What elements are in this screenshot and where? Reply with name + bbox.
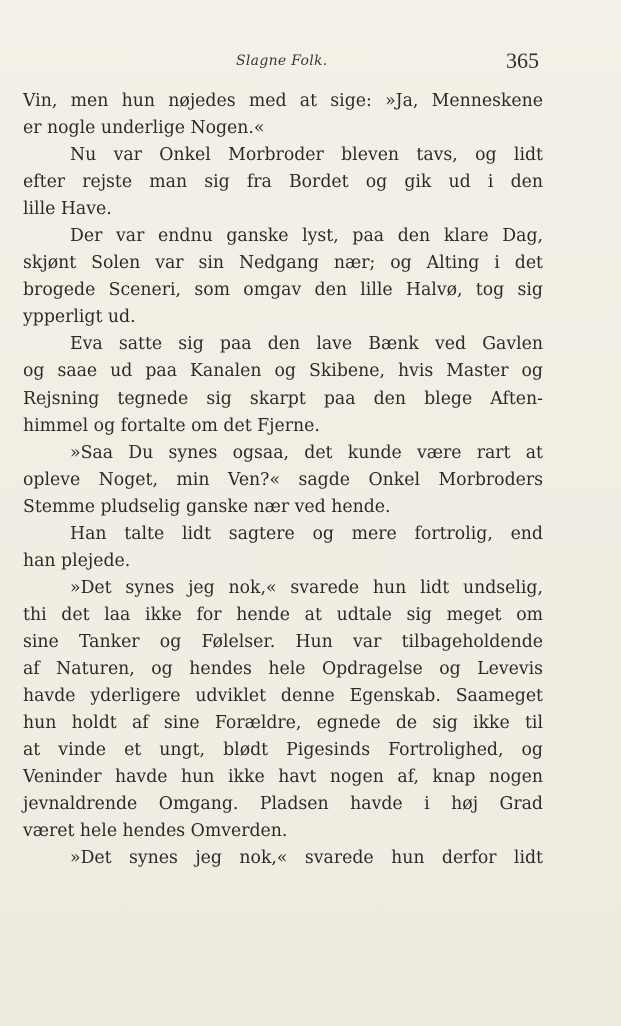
text-line: efter rejste man sig fra Bordet og gik ud i den — [23, 172, 543, 193]
running-title: Slagne Folk. — [236, 53, 328, 69]
text-line: Veninder havde hun ikke havt nogen af, knap nogen — [23, 767, 543, 788]
text-line: Stemme pludselig ganske nær ved hende. — [23, 496, 391, 517]
page-number: 365 — [506, 48, 539, 73]
text-line: thi det laa ikke for hende at udtale sig meget om — [23, 604, 543, 625]
text-line: og saae ud paa Kanalen og Skibene, hvis Master og — [23, 361, 543, 382]
text-line: ypperligt ud. — [23, 307, 136, 328]
text-line: af Naturen, og hendes hele Opdragelse og Levevis — [23, 658, 543, 679]
text-line: skjønt Solen var sin Nedgang nær; og Alting i det — [23, 253, 543, 274]
text-line: havde yderligere udviklet denne Egenskab. Saameget — [23, 686, 543, 707]
text-line: er nogle underlige Nogen.« — [23, 118, 265, 139]
text-line: »Det synes jeg nok,« svarede hun lidt undselig, — [70, 577, 543, 598]
text-line: Eva satte sig paa den lave Bænk ved Gavlen — [70, 334, 543, 355]
text-line: hun holdt af sine Forældre, egnede de sig ikke til — [23, 713, 543, 734]
text-line: »Det synes jeg nok,« svarede hun derfor lidt — [70, 848, 543, 869]
text-line: Nu var Onkel Morbroder bleven tavs, og lidt — [70, 145, 543, 166]
text-line: Vin, men hun nøjedes med at sige: »Ja, Menneskene — [23, 91, 543, 111]
text-line: han plejede. — [23, 550, 131, 571]
text-line: himmel og fortalte om det Fjerne. — [23, 415, 320, 436]
text-line: Han talte lidt sagtere og mere fortrolig, end — [70, 523, 543, 544]
text-line: »Saa Du synes ogsaa, det kunde være rart at — [70, 442, 543, 463]
body-text — [23, 88, 543, 872]
text-line: at vinde et ungt, blødt Pigesinds Fortrolighed, og — [23, 740, 543, 761]
text-line: været hele hendes Omverden. — [23, 821, 288, 842]
text-line: Rejsning tegnede sig skarpt paa den blege Aften- — [23, 388, 543, 409]
text-line: Der var endnu ganske lyst, paa den klare Dag, — [70, 226, 543, 247]
text-line: sine Tanker og Følelser. Hun var tilbageholdende — [23, 631, 543, 652]
text-line: lille Have. — [23, 199, 112, 220]
text-line: brogede Sceneri, som omgav den lille Halvø, tog sig — [23, 280, 543, 301]
running-head — [0, 50, 621, 76]
text-line: opleve Noget, min Ven?« sagde Onkel Morbroders — [23, 469, 543, 490]
text-line: jevnaldrende Omgang. Pladsen havde i høj Grad — [23, 794, 543, 815]
